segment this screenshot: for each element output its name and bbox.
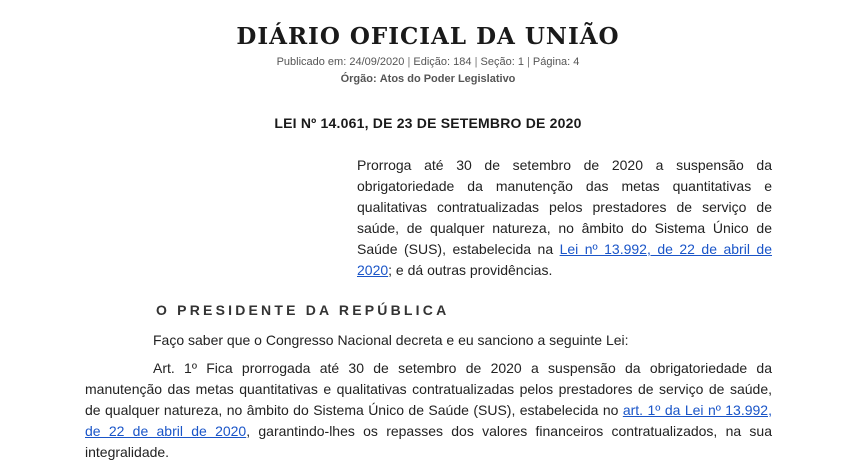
article-1-text: Art. 1º Fica prorrogada até 30 de setembro de 2020 a suspensão da obrigatoriedade da manutenção das metas quantitativas e qualitativas contratualizadas pelos prestadores de serviço de saúde, de qualquer natureza, no âmbito do Sistema Único de Saúde (SUS), estabelecida no (85, 360, 772, 418)
separator: | (407, 56, 411, 68)
orgao-label: Órgão: (340, 73, 377, 85)
section-number: 1 (517, 56, 524, 68)
law-title: LEI Nº 14.061, DE 23 DE SETEMBRO DE 2020 (274, 115, 582, 131)
masthead (0, 22, 856, 87)
separator: | (474, 56, 478, 68)
ementa-text-end: ; e dá outras providências. (388, 262, 553, 278)
publication-meta (0, 55, 856, 70)
orgao-line (0, 72, 856, 87)
law-body (85, 330, 772, 470)
section-label: Seção: (480, 56, 515, 68)
ementa (357, 155, 772, 281)
published-label: Publicado em: (276, 56, 347, 68)
orgao-value: Atos do Poder Legislativo (379, 73, 516, 85)
newspaper-title: DIÁRIO OFICIAL DA UNIÃO (236, 23, 620, 50)
article-1-text-end: , garantindo-lhes os repasses dos valores financeiros contratualizados, na sua integralidade. (85, 423, 772, 460)
edition-number: 184 (453, 56, 472, 68)
page-label: Página: (532, 56, 571, 68)
edition-label: Edição: (413, 56, 451, 68)
art1-lei-13992-link[interactable]: art. 1º da Lei nº 13.992, de 22 de abril de 2020 (85, 402, 772, 439)
enactment-clause: Faço saber que o Congresso Nacional decreta e eu sanciono a seguinte Lei: (153, 332, 629, 348)
separator: | (527, 56, 530, 68)
ementa-text: Prorroga até 30 de setembro de 2020 a suspensão da obrigatoriedade da manutenção das metas quantitativas e qualitativas contratualizadas pelos prestadores de serviço de saúde, de qualquer natureza, no âmbito do Sistema Único de Saúde (SUS), estabelecida na (357, 157, 772, 257)
lei-13992-link[interactable]: Lei nº 13.992, de 22 de abril de 2020 (357, 241, 772, 278)
president-heading: O PRESIDENTE DA REPÚBLICA (156, 302, 450, 318)
page-number: 4 (573, 56, 580, 68)
published-date: 24/09/2020 (349, 56, 405, 68)
article-1 (85, 358, 772, 463)
